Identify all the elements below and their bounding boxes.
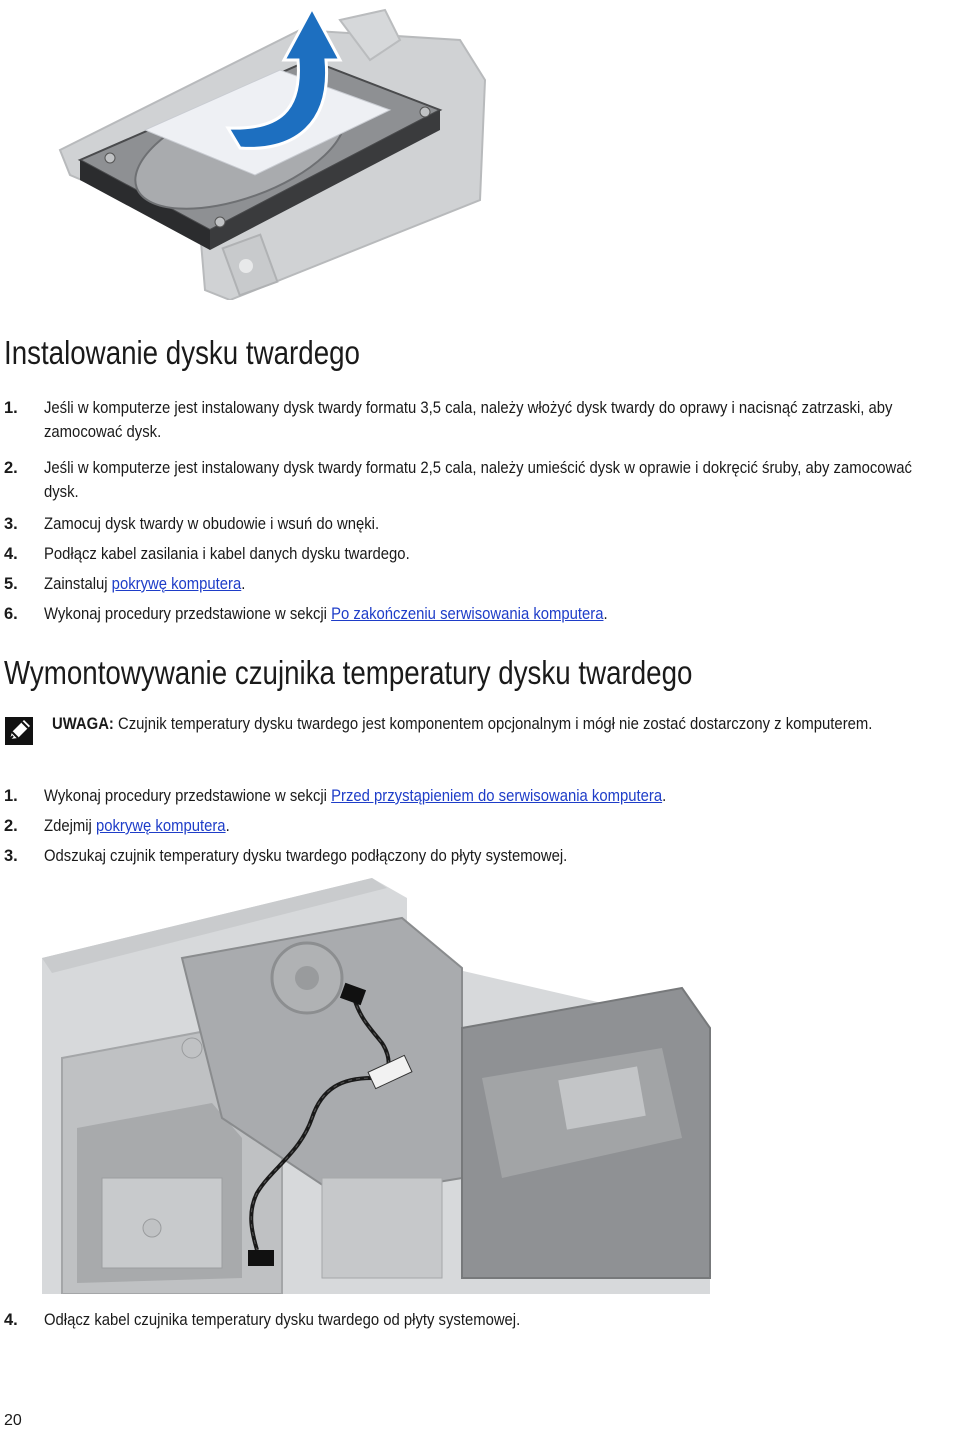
system-interior-illustration — [42, 878, 712, 1294]
remove-sensor-steps-continued — [4, 1308, 954, 1332]
list-item: 3. Odszukaj czujnik temperatury dysku twardego podłączony do płyty systemowej. — [4, 847, 568, 865]
list-item: 6. Wykonaj procedury przedstawione w sekcji Po zakończeniu serwisowania komputera. — [4, 605, 608, 623]
computer-cover-link[interactable]: pokrywę komputera — [111, 575, 242, 593]
list-item: 4. Odłącz kabel czujnika temperatury dysku twardego od płyty systemowej. — [4, 1311, 521, 1329]
section-title-install: Instalowanie dysku twardego — [4, 334, 360, 371]
hard-drive-illustration — [40, 0, 490, 300]
after-servicing-link[interactable]: Po zakończeniu serwisowania komputera — [331, 605, 604, 623]
note-box: UWAGA: Czujnik temperatury dysku twardego jest komponentem opcjonalnym i mógł nie zostać dostarczony z komputerem. — [4, 712, 944, 736]
list-item: 3. Zamocuj dysk twardy w obudowie i wsuń do wnęki. — [4, 515, 380, 533]
section-title-remove-sensor: Wymontowywanie czujnika temperatury dysku twardego — [4, 654, 693, 691]
install-steps-list — [4, 396, 954, 626]
list-item: 1. Jeśli w komputerze jest instalowany dysk twardy formatu 3,5 cala, należy włożyć dysk twardy do oprawy i nacisnąć zatrzaski, aby zamocować dysk. — [4, 399, 893, 441]
list-item: 1. Wykonaj procedury przedstawione w sekcji Przed przystąpieniem do serwisowania komputera. — [4, 787, 667, 805]
list-item: 5. Zainstaluj pokrywę komputera. — [4, 575, 246, 593]
before-servicing-link[interactable]: Przed przystąpieniem do serwisowania komputera — [331, 787, 663, 805]
system-interior-figure — [42, 878, 712, 1294]
list-item: 4. Podłącz kabel zasilania i kabel danych dysku twardego. — [4, 545, 410, 563]
remove-sensor-steps-list — [4, 784, 954, 868]
list-item: 2. Jeśli w komputerze jest instalowany dysk twardy formatu 2,5 cala, należy umieścić dysk w oprawie i dokręcić śruby, aby zamocować dysk. — [4, 459, 912, 501]
computer-cover-link[interactable]: pokrywę komputera — [95, 817, 226, 835]
list-item: 2. Zdejmij pokrywę komputera. — [4, 817, 230, 835]
hard-drive-figure — [40, 0, 490, 300]
pencil-note-icon — [4, 716, 34, 746]
page-number: 20 — [4, 1412, 22, 1429]
